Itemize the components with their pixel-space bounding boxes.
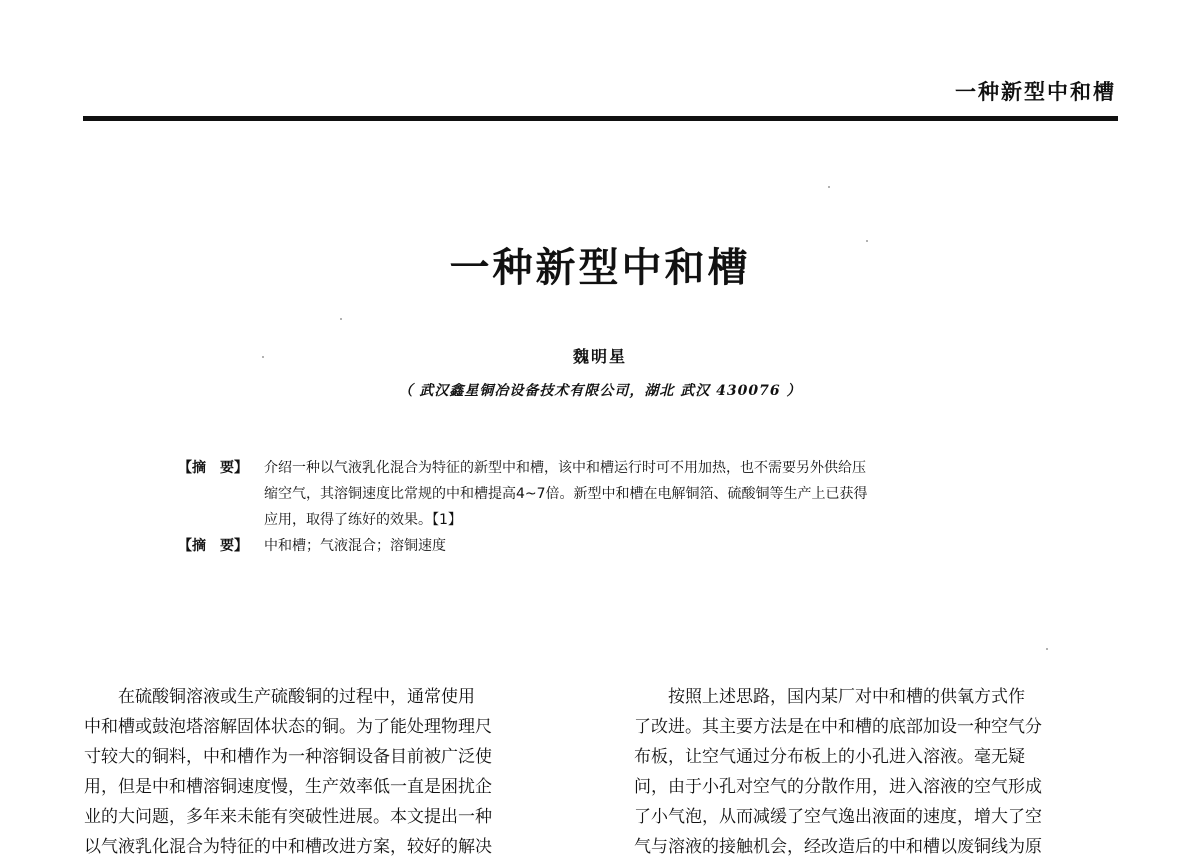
body-line: 以气液乳化混合为特征的中和槽改进方案，较好的解决 [84,837,492,857]
body-line: 用，但是中和槽溶铜速度慢，生产效率低一直是困扰企 [84,777,492,797]
running-head: 一种新型中和槽 [955,80,1116,104]
body-line: 寸较大的铜料，中和槽作为一种溶铜设备目前被广泛使 [84,747,492,767]
abstract-text [264,455,1038,533]
paper-title: 一种新型中和槽 [449,245,751,291]
body-line: 布板，让空气通过分布板上的小孔进入溶液。毫无疑 [634,747,1025,767]
abstract-block [178,455,1038,559]
keywords-text: 中和槽；气液混合；溶铜速度 [264,538,446,554]
author-name: 魏明星 [572,347,627,366]
abstract-row [178,455,1038,533]
scan-speck [866,240,868,242]
scan-speck [262,356,264,358]
keywords-row [178,533,1038,559]
author-affiliation: （ 武汉鑫星铜冶设备技术有限公司，湖北 武汉 430076 ） [398,383,802,399]
body-line: 了小气泡，从而减缓了空气逸出液面的速度，增大了空 [634,807,1042,827]
header-rule [83,116,1118,121]
abstract-label: 【摘 要】 [178,460,248,476]
body-column-right [634,682,1124,862]
scan-speck [1046,648,1048,650]
keywords-label: 【摘 要】 [178,538,248,554]
body-line: 问，由于小孔对空气的分散作用，进入溶液的空气形成 [634,777,1042,797]
abstract-line: 介绍一种以气液乳化混合为特征的新型中和槽，该中和槽运行时可不用加热，也不需要另外供给压 [264,460,866,476]
body-line: 气与溶液的接触机会，经改造后的中和槽以废铜线为原 [634,837,1042,857]
body-line: 了改进。其主要方法是在中和槽的底部加设一种空气分 [634,717,1042,737]
scan-speck [828,186,830,188]
body-line: 在硫酸铜溶液或生产硫酸铜的过程中，通常使用 [84,687,475,707]
abstract-line: 缩空气，其溶铜速度比常规的中和槽提高4~7倍。新型中和槽在电解铜箔、硫酸铜等生产上已获得 [264,486,868,502]
abstract-line: 应用，取得了练好的效果。【1】 [264,512,462,528]
body-line: 业的大问题，多年来未能有突破性进展。本文提出一种 [84,807,492,827]
body-line: 按照上述思路，国内某厂对中和槽的供氧方式作 [634,687,1025,707]
scan-speck [340,318,342,320]
body-line: 中和槽或鼓泡塔溶解固体状态的铜。为了能处理物理尺 [84,717,492,737]
body-column-left [84,682,574,862]
